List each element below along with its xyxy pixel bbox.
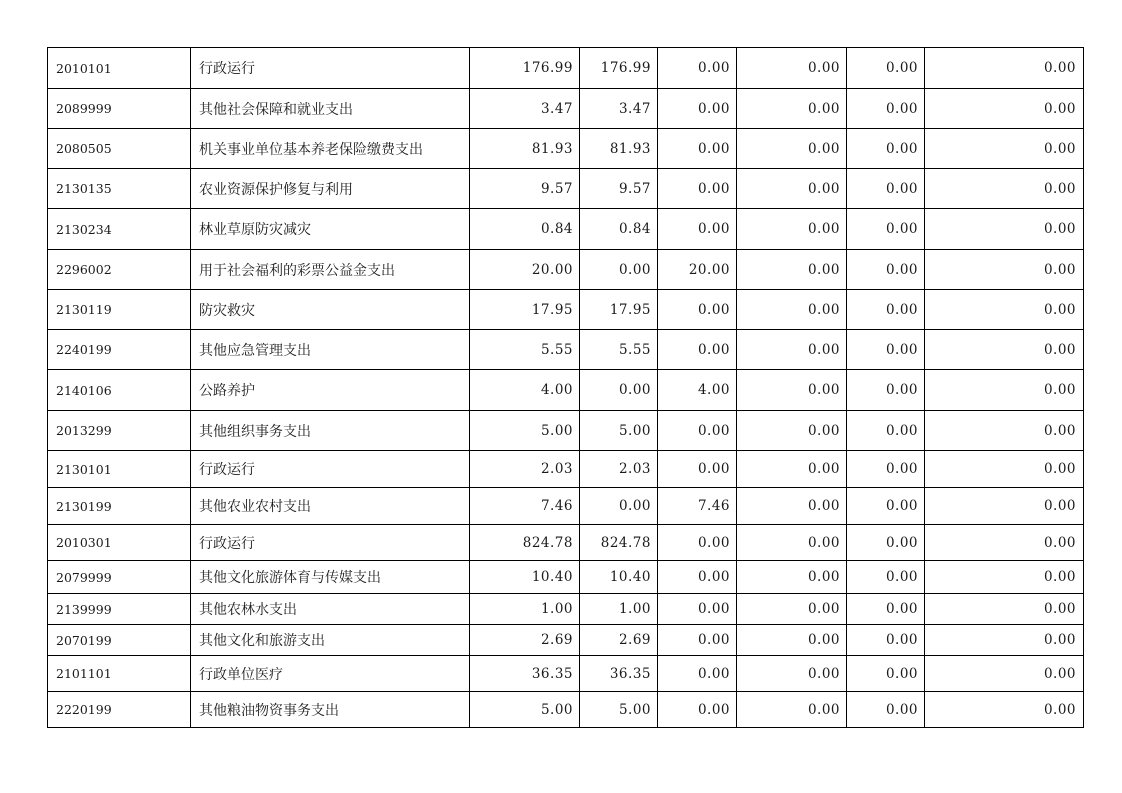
project-cell: 0.00 (657, 330, 736, 369)
amount-cell-4: 0.00 (736, 209, 846, 249)
name-cell: 行政运行 (190, 525, 469, 560)
project-cell: 0.00 (657, 290, 736, 329)
table-row (48, 624, 1083, 655)
amount-cell-6: 0.00 (924, 451, 1082, 487)
project-cell: 0.00 (657, 89, 736, 128)
project-cell: 0.00 (657, 48, 736, 88)
total-cell: 2.03 (469, 451, 579, 487)
amount-cell-6: 0.00 (924, 411, 1082, 450)
project-cell: 0.00 (657, 692, 736, 727)
amount-cell-4: 0.00 (736, 250, 846, 289)
basic-cell: 81.93 (579, 129, 657, 168)
amount-cell-6: 0.00 (924, 89, 1082, 128)
project-cell: 20.00 (657, 250, 736, 289)
table-row (48, 249, 1083, 289)
amount-cell-5: 0.00 (846, 169, 924, 208)
code-cell: 2130135 (56, 181, 112, 196)
total-cell: 0.84 (469, 209, 579, 249)
name-cell: 用于社会福利的彩票公益金支出 (190, 250, 469, 289)
amount-cell-5: 0.00 (846, 692, 924, 727)
code-cell: 2130234 (56, 221, 112, 237)
basic-cell: 17.95 (579, 290, 657, 329)
basic-cell: 5.55 (579, 330, 657, 369)
budget-table (47, 47, 1084, 728)
amount-cell-4: 0.00 (736, 692, 846, 727)
code-cell: 2070199 (56, 632, 112, 648)
amount-cell-4: 0.00 (736, 330, 846, 369)
name-cell: 行政运行 (190, 48, 469, 88)
amount-cell-5: 0.00 (846, 330, 924, 369)
name-cell: 林业草原防灾减灾 (190, 209, 469, 249)
table-row (48, 208, 1083, 249)
amount-cell-5: 0.00 (846, 250, 924, 289)
code-cell: 2139999 (56, 601, 112, 617)
amount-cell-4: 0.00 (736, 561, 846, 593)
table-row (48, 369, 1083, 410)
amount-cell-5: 0.00 (846, 488, 924, 524)
total-cell: 5.55 (469, 330, 579, 369)
amount-cell-6: 0.00 (924, 370, 1082, 410)
total-cell: 824.78 (469, 525, 579, 560)
code-cell: 2010301 (56, 535, 112, 550)
total-cell: 20.00 (469, 250, 579, 289)
amount-cell-6: 0.00 (924, 594, 1082, 624)
amount-cell-5: 0.00 (846, 129, 924, 168)
project-cell: 0.00 (657, 169, 736, 208)
table-row (48, 410, 1083, 450)
project-cell: 0.00 (657, 129, 736, 168)
project-cell: 0.00 (657, 209, 736, 249)
basic-cell: 3.47 (579, 89, 657, 128)
code-cell: 2220199 (56, 702, 112, 717)
name-cell: 其他社会保障和就业支出 (190, 89, 469, 128)
table-row (48, 560, 1083, 593)
amount-cell-4: 0.00 (736, 411, 846, 450)
total-cell: 5.00 (469, 692, 579, 727)
name-cell: 防灾救灾 (190, 290, 469, 329)
amount-cell-4: 0.00 (736, 89, 846, 128)
project-cell: 0.00 (657, 525, 736, 560)
table-row (48, 691, 1083, 727)
amount-cell-5: 0.00 (846, 48, 924, 88)
name-cell: 行政运行 (190, 451, 469, 487)
code-cell: 2010101 (56, 60, 112, 76)
basic-cell: 1.00 (579, 594, 657, 624)
amount-cell-4: 0.00 (736, 48, 846, 88)
amount-cell-6: 0.00 (924, 330, 1082, 369)
amount-cell-4: 0.00 (736, 451, 846, 487)
basic-cell: 2.69 (579, 625, 657, 655)
basic-cell: 5.00 (579, 411, 657, 450)
code-cell: 2130101 (56, 461, 112, 477)
name-cell: 机关事业单位基本养老保险缴费支出 (190, 129, 469, 168)
amount-cell-6: 0.00 (924, 525, 1082, 560)
name-cell: 行政单位医疗 (190, 656, 469, 691)
project-cell: 4.00 (657, 370, 736, 410)
table-row (48, 450, 1083, 487)
code-cell: 2130199 (56, 498, 112, 514)
code-cell: 2296002 (56, 262, 112, 277)
total-cell: 2.69 (469, 625, 579, 655)
basic-cell: 0.84 (579, 209, 657, 249)
table-row (48, 593, 1083, 624)
amount-cell-5: 0.00 (846, 370, 924, 410)
amount-cell-6: 0.00 (924, 169, 1082, 208)
code-cell: 2130119 (56, 302, 112, 317)
name-cell: 其他农林水支出 (190, 594, 469, 624)
basic-cell: 2.03 (579, 451, 657, 487)
total-cell: 3.47 (469, 89, 579, 128)
table-row (48, 88, 1083, 128)
basic-cell: 0.00 (579, 370, 657, 410)
amount-cell-4: 0.00 (736, 290, 846, 329)
code-cell: 2079999 (56, 569, 112, 585)
amount-cell-6: 0.00 (924, 625, 1082, 655)
table-row (48, 524, 1083, 560)
amount-cell-5: 0.00 (846, 209, 924, 249)
project-cell: 0.00 (657, 451, 736, 487)
amount-cell-5: 0.00 (846, 561, 924, 593)
amount-cell-6: 0.00 (924, 48, 1082, 88)
amount-cell-5: 0.00 (846, 411, 924, 450)
basic-cell: 824.78 (579, 525, 657, 560)
basic-cell: 9.57 (579, 169, 657, 208)
name-cell: 其他文化旅游体育与传媒支出 (190, 561, 469, 593)
basic-cell: 0.00 (579, 488, 657, 524)
amount-cell-4: 0.00 (736, 625, 846, 655)
table-row (48, 128, 1083, 168)
project-cell: 0.00 (657, 411, 736, 450)
amount-cell-6: 0.00 (924, 290, 1082, 329)
amount-cell-5: 0.00 (846, 290, 924, 329)
name-cell: 公路养护 (190, 370, 469, 410)
amount-cell-4: 0.00 (736, 525, 846, 560)
name-cell: 其他文化和旅游支出 (190, 625, 469, 655)
code-cell: 2089999 (56, 101, 112, 116)
total-cell: 10.40 (469, 561, 579, 593)
table-row (48, 487, 1083, 524)
amount-cell-5: 0.00 (846, 451, 924, 487)
amount-cell-6: 0.00 (924, 209, 1082, 249)
project-cell: 0.00 (657, 656, 736, 691)
project-cell: 0.00 (657, 561, 736, 593)
total-cell: 17.95 (469, 290, 579, 329)
total-cell: 5.00 (469, 411, 579, 450)
total-cell: 176.99 (469, 48, 579, 88)
amount-cell-6: 0.00 (924, 129, 1082, 168)
amount-cell-4: 0.00 (736, 129, 846, 168)
amount-cell-4: 0.00 (736, 594, 846, 624)
project-cell: 7.46 (657, 488, 736, 524)
name-cell: 其他粮油物资事务支出 (190, 692, 469, 727)
amount-cell-6: 0.00 (924, 692, 1082, 727)
project-cell: 0.00 (657, 625, 736, 655)
table-row (48, 47, 1083, 88)
total-cell: 7.46 (469, 488, 579, 524)
table-row (48, 655, 1083, 691)
code-cell: 2013299 (56, 423, 112, 438)
name-cell: 其他农业农村支出 (190, 488, 469, 524)
name-cell: 农业资源保护修复与利用 (190, 169, 469, 208)
total-cell: 81.93 (469, 129, 579, 168)
total-cell: 4.00 (469, 370, 579, 410)
basic-cell: 36.35 (579, 656, 657, 691)
amount-cell-4: 0.00 (736, 656, 846, 691)
code-cell: 2140106 (56, 382, 112, 398)
amount-cell-6: 0.00 (924, 488, 1082, 524)
name-cell: 其他组织事务支出 (190, 411, 469, 450)
amount-cell-6: 0.00 (924, 561, 1082, 593)
project-cell: 0.00 (657, 594, 736, 624)
amount-cell-4: 0.00 (736, 488, 846, 524)
total-cell: 36.35 (469, 656, 579, 691)
basic-cell: 10.40 (579, 561, 657, 593)
name-cell: 其他应急管理支出 (190, 330, 469, 369)
table-row (48, 329, 1083, 369)
code-cell: 2240199 (56, 342, 112, 357)
total-cell: 9.57 (469, 169, 579, 208)
amount-cell-5: 0.00 (846, 625, 924, 655)
basic-cell: 176.99 (579, 48, 657, 88)
amount-cell-5: 0.00 (846, 594, 924, 624)
code-cell: 2080505 (56, 141, 112, 156)
amount-cell-5: 0.00 (846, 89, 924, 128)
amount-cell-6: 0.00 (924, 250, 1082, 289)
amount-cell-5: 0.00 (846, 525, 924, 560)
table-row (48, 168, 1083, 208)
table-row (48, 289, 1083, 329)
basic-cell: 0.00 (579, 250, 657, 289)
basic-cell: 5.00 (579, 692, 657, 727)
amount-cell-4: 0.00 (736, 169, 846, 208)
amount-cell-6: 0.00 (924, 656, 1082, 691)
amount-cell-5: 0.00 (846, 656, 924, 691)
code-cell: 2101101 (56, 666, 112, 681)
total-cell: 1.00 (469, 594, 579, 624)
amount-cell-4: 0.00 (736, 370, 846, 410)
